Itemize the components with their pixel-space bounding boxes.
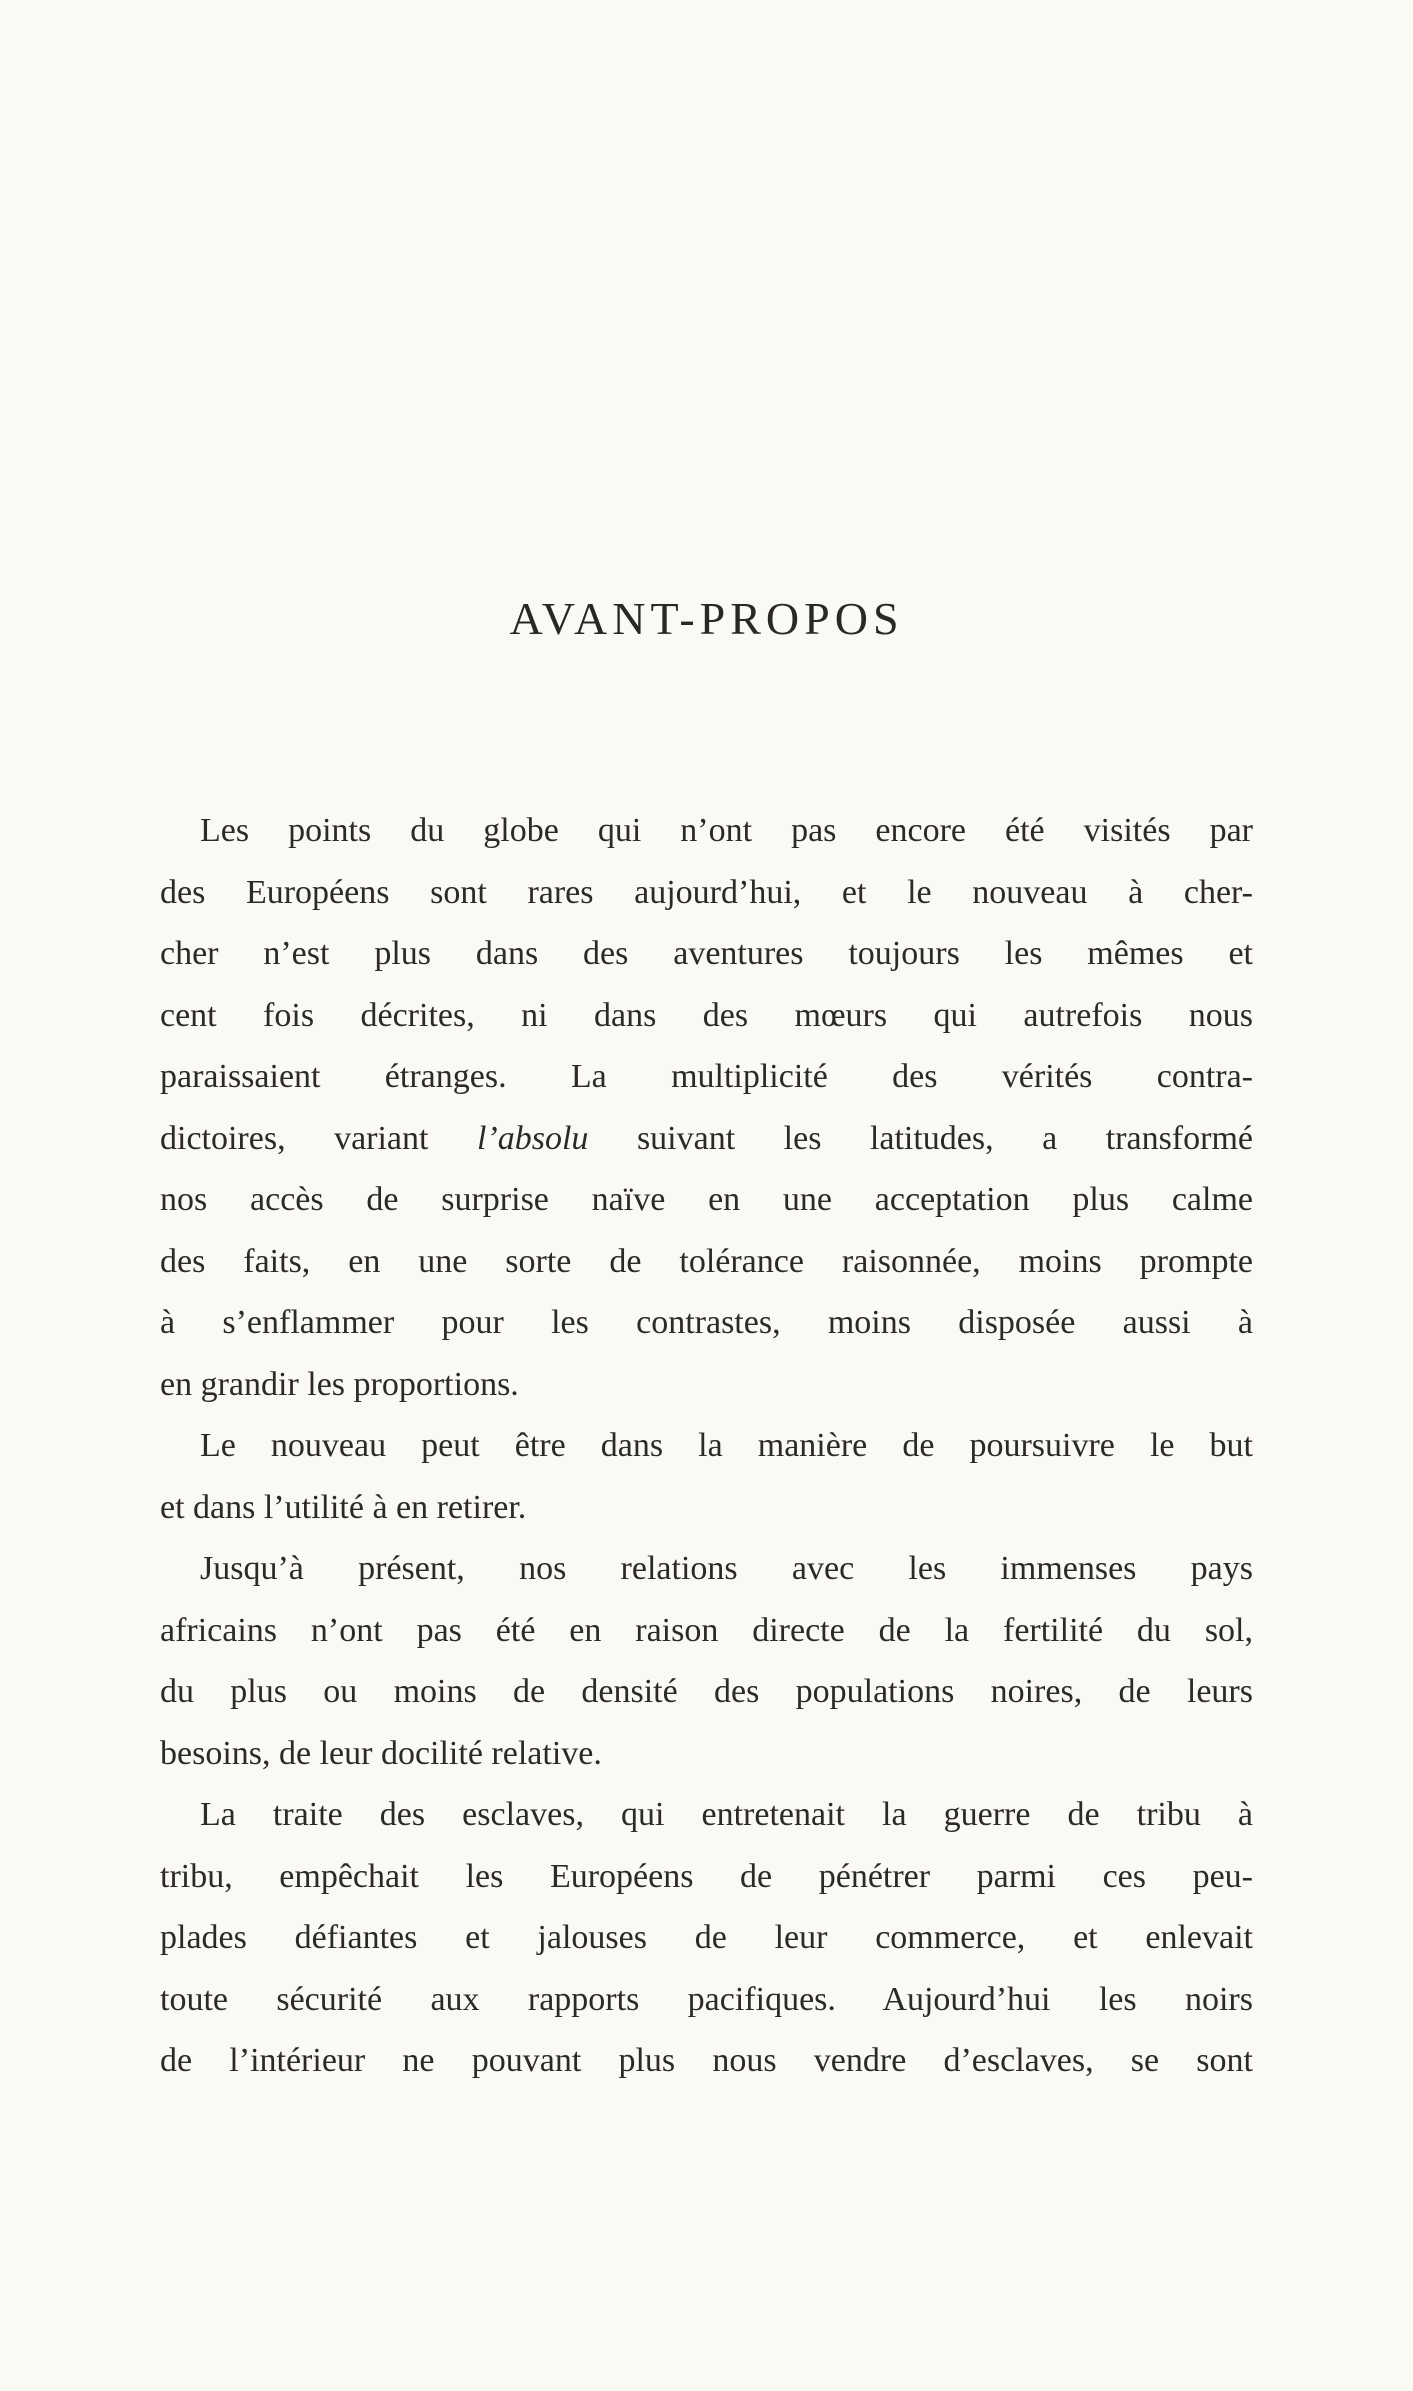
text-line: de l’intérieur ne pouvant plus nous vendre d’esclaves, se sont — [160, 2042, 1253, 2079]
text-line: tribu, empêchait les Européens de pénétrer parmi ces peu- — [160, 1857, 1253, 1895]
text-line: Les points du globe qui n’ont pas encore été visités par — [200, 812, 1253, 849]
text-line: plades défiantes et jalouses de leur commerce, et enlevait — [160, 1919, 1253, 1956]
text-segment: suivant les latitudes, a transformé — [588, 1119, 1253, 1157]
text-line — [160, 1108, 1253, 1170]
text-segment: dictoires, variant — [160, 1119, 477, 1157]
text-line: des Européens sont rares aujourd’hui, et le nouveau à cher- — [160, 873, 1253, 911]
text-line: nos accès de surprise naïve en une acceptation plus calme — [160, 1181, 1253, 1218]
text-line: toute sécurité aux rapports pacifiques. Aujourd’hui les noirs — [160, 1980, 1253, 2018]
text-line: paraissaient étranges. La multiplicité des vérités contra- — [160, 1058, 1253, 1095]
page-title: AVANT-PROPOS — [509, 593, 904, 644]
text-line: La traite des esclaves, qui entretenait la guerre de tribu à — [200, 1796, 1253, 1833]
text-line: en grandir les proportions. — [160, 1365, 519, 1403]
text-line: cent fois décrites, ni dans des mœurs qui autrefois nous — [160, 996, 1253, 1034]
text-line: du plus ou moins de densité des populations noires, de leurs — [160, 1673, 1253, 1710]
body-text — [160, 800, 1253, 2092]
text-line: des faits, en une sorte de tolérance raisonnée, moins prompte — [160, 1242, 1253, 1280]
text-line: à s’enflammer pour les contrastes, moins disposée aussi à — [160, 1304, 1253, 1341]
emphasis: l’absolu — [476, 1119, 589, 1157]
text-line: Le nouveau peut être dans la manière de poursuivre le but — [200, 1427, 1253, 1464]
text-line: et dans l’utilité à en retirer. — [160, 1488, 527, 1526]
text-line: africains n’ont pas été en raison directe de la fertilité du sol, — [160, 1611, 1253, 1649]
text-line: Jusqu’à présent, nos relations avec les immenses pays — [200, 1550, 1253, 1587]
text-line: cher n’est plus dans des aventures toujours les mêmes et — [160, 935, 1253, 972]
text-line: besoins, de leur docilité relative. — [160, 1734, 602, 1772]
